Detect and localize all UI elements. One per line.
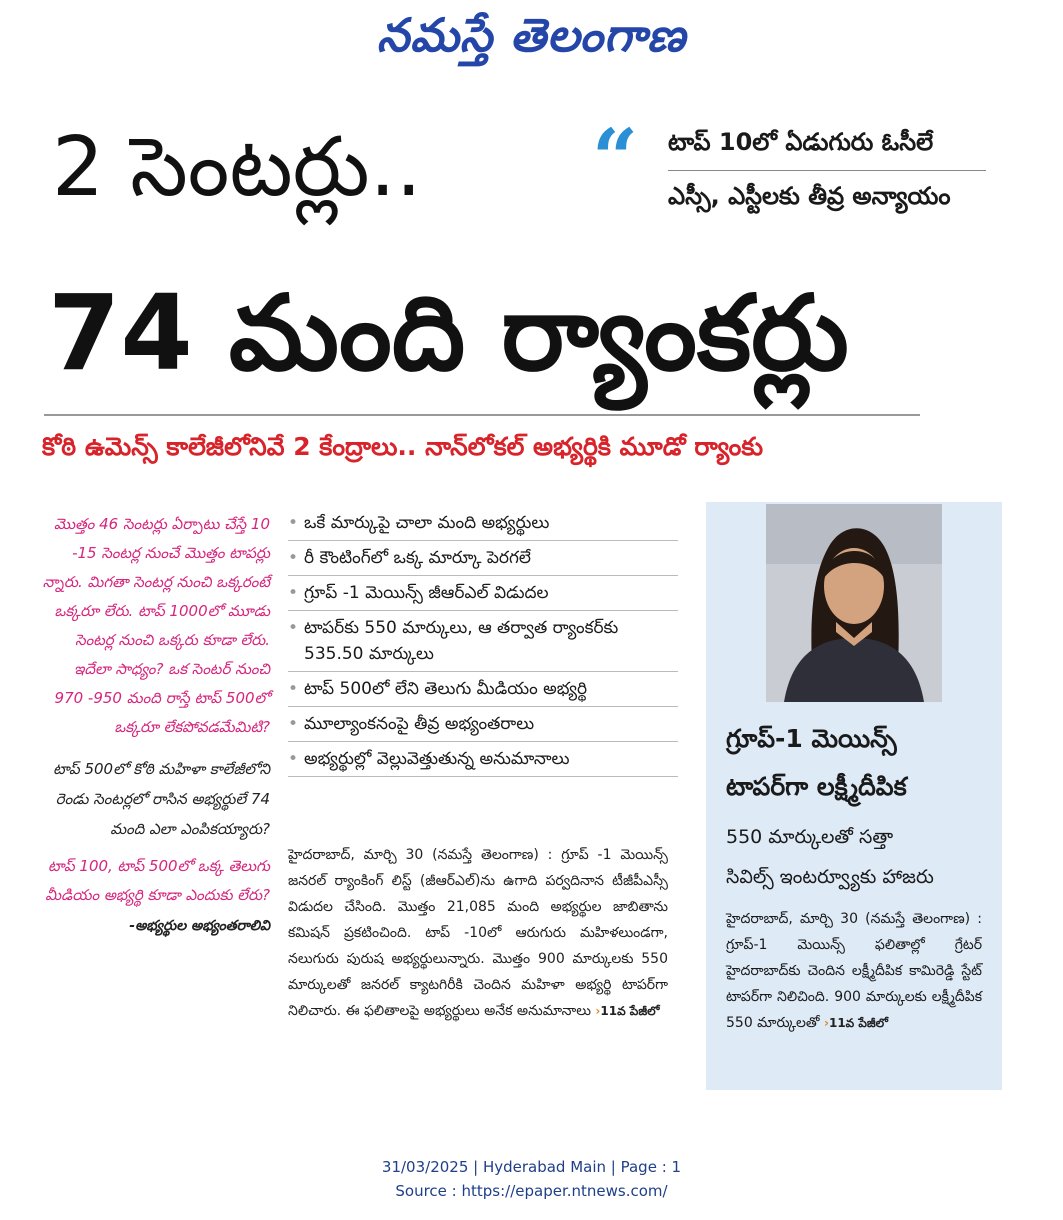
panel-continued-link[interactable] (824, 1016, 888, 1030)
main-story-text: హైదరాబాద్, మార్చి 30 (నమస్తే తెలంగాణ) : గ్రూప్ -1 మెయిన్స్ జనరల్ ర్యాంకింగ్ లిస్ట్ (జీఆర్‌ఎల్)ను ఉగాది పర్వదినాన టీజీపీఎస్సీ విడుదల చేసింది. మొత్తం 21,085 మంది అభ్యర్థుల జాబితాను కమిషన్ ప్రకటించింది. టాప్ -10లో ఆరుగురు మహిళలుండగా, నలుగురు పురుష అభ్యర్థులున్నారు. మొత్తం 900 మార్కులకు 550 మార్కులతో జనరల్ క్యాటగిరీకి చెందిన మహిళా అభ్యర్థి టాపర్‌గా నిలిచారు. ఈ ఫలితాలపై అభ్యర్థులు అనేక అనుమానాలు (288, 847, 668, 1019)
quote-line-1: టాప్ 10లో ఏడుగురు ఓసీలే (668, 128, 934, 156)
continued-label: 11వ పేజీలో (600, 1004, 660, 1018)
bullet-item: • రీ కౌంటింగ్‌లో ఒక్క మార్కూ పెరగలే (288, 541, 678, 576)
quote-mark-icon: “ (592, 111, 639, 205)
objections-sidebar (42, 510, 270, 937)
panel-continued-label: 11వ పేజీలో (828, 1016, 889, 1030)
headline-line-1: 2 సెంటర్లు.. (52, 120, 422, 215)
continued-link[interactable] (595, 1004, 659, 1018)
subheadline: కోఠి ఉమెన్స్ కాలేజీలోనివే 2 కేంద్రాలు.. నాన్‌లోకల్ అభ్యర్థికి మూడో ర్యాంకు (42, 432, 764, 461)
bullet-item: • ఒకే మార్కుపై చాలా మంది అభ్యర్థులు (288, 506, 678, 541)
panel-title-line-1: గ్రూప్-1 మెయిన్స్ (726, 724, 897, 753)
quote-divider (668, 170, 986, 171)
sidebar-paragraph-2: టాప్ 500లో కోఠి మహిళా కాలేజీలోని రెండు సెంటర్లలో రాసిన అభ్యర్థులే 74 మంది ఎలా ఎంపికయ్యారు? (53, 760, 270, 838)
bullet-item: • అభ్యర్థుల్లో వెల్లువెత్తుతున్న అనుమానాలు (288, 742, 678, 777)
chevron-right-icon: › (824, 1016, 829, 1030)
main-story (288, 842, 668, 1024)
bullet-item: • మూల్యాంకనంపై తీవ్ర అభ్యంతరాలు (288, 707, 678, 742)
panel-subtitle-line-1: 550 మార్కులతో సత్తా (726, 826, 894, 848)
footer-edition-info: 31/03/2025 | Hyderabad Main | Page : 1 (381, 1158, 682, 1176)
masthead-logo: నమస్తే తెలంగాణ (376, 8, 687, 62)
sidebar-signature: -అభ్యర్థుల అభ్యంతరాలివి (129, 918, 270, 934)
sidebar-paragraph-3: టాప్ 100, టాప్ 500లో ఒక్క తెలుగు మీడియం అభ్యర్థి కూడా ఎందుకు లేరు? (45, 857, 270, 904)
bullet-list (288, 506, 678, 777)
chevron-right-icon: › (595, 1004, 601, 1018)
panel-title-line-2: టాపర్‌గా లక్ష్మీదీపిక (726, 772, 907, 801)
panel-subtitle-line-2: సివిల్స్ ఇంటర్వ్యూకు హాజరు (726, 866, 934, 888)
bullet-item: • టాపర్‌కు 550 మార్కులు, ఆ తర్వాత ర్యాంకర్‌కు 535.50 మార్కులు (288, 611, 678, 672)
headline-line-2: 74 మంది ర్యాంకర్లు (48, 272, 849, 394)
footer-source: Source : https://epaper.ntnews.com/ (395, 1182, 668, 1200)
sidebar-paragraph-1: మొత్తం 46 సెంటర్లు ఏర్పాటు చేస్తే 10 -15 సెంటర్ల నుంచే మొత్తం టాపర్లు న్నారు. మిగతా సెంటర్ల నుంచి ఒక్కరంటే ఒక్కరూ లేరు. టాప్ 1000లో మూడు సెంటర్ల నుంచి ఒక్కరు కూడా లేరు. ఇదేలా సాధ్యం? ఒక సెంటర్ నుంచి 970 -950 మంది రాస్తే టాప్ 500లో ఒక్కరూ లేకపోవడమేమిటి? (42, 515, 270, 736)
panel-story-text: హైదరాబాద్, మార్చి 30 (నమస్తే తెలంగాణ) : గ్రూప్-1 మెయిన్స్ ఫలితాల్లో గ్రేటర్ హైదరాబాద్‌కు చెందిన లక్ష్మీదీపిక కామిరెడ్డి స్టేట్ టాపర్‌గా నిలిచింది. 900 మార్కులకు లక్ష్మీదీపిక 550 మార్కులతో (726, 911, 982, 1031)
bullet-item: • టాప్ 500లో లేని తెలుగు మీడియం అభ్యర్థి (288, 672, 678, 707)
bullet-item: • గ్రూప్ -1 మెయిన్స్ జీఆర్‌ఎల్ విడుదల (288, 576, 678, 611)
headline-divider (44, 414, 920, 416)
panel-story (726, 906, 982, 1036)
quote-line-2: ఎస్సీ, ఎస్టీలకు తీవ్ర అన్యాయం (668, 182, 951, 210)
topper-photo (766, 504, 942, 702)
